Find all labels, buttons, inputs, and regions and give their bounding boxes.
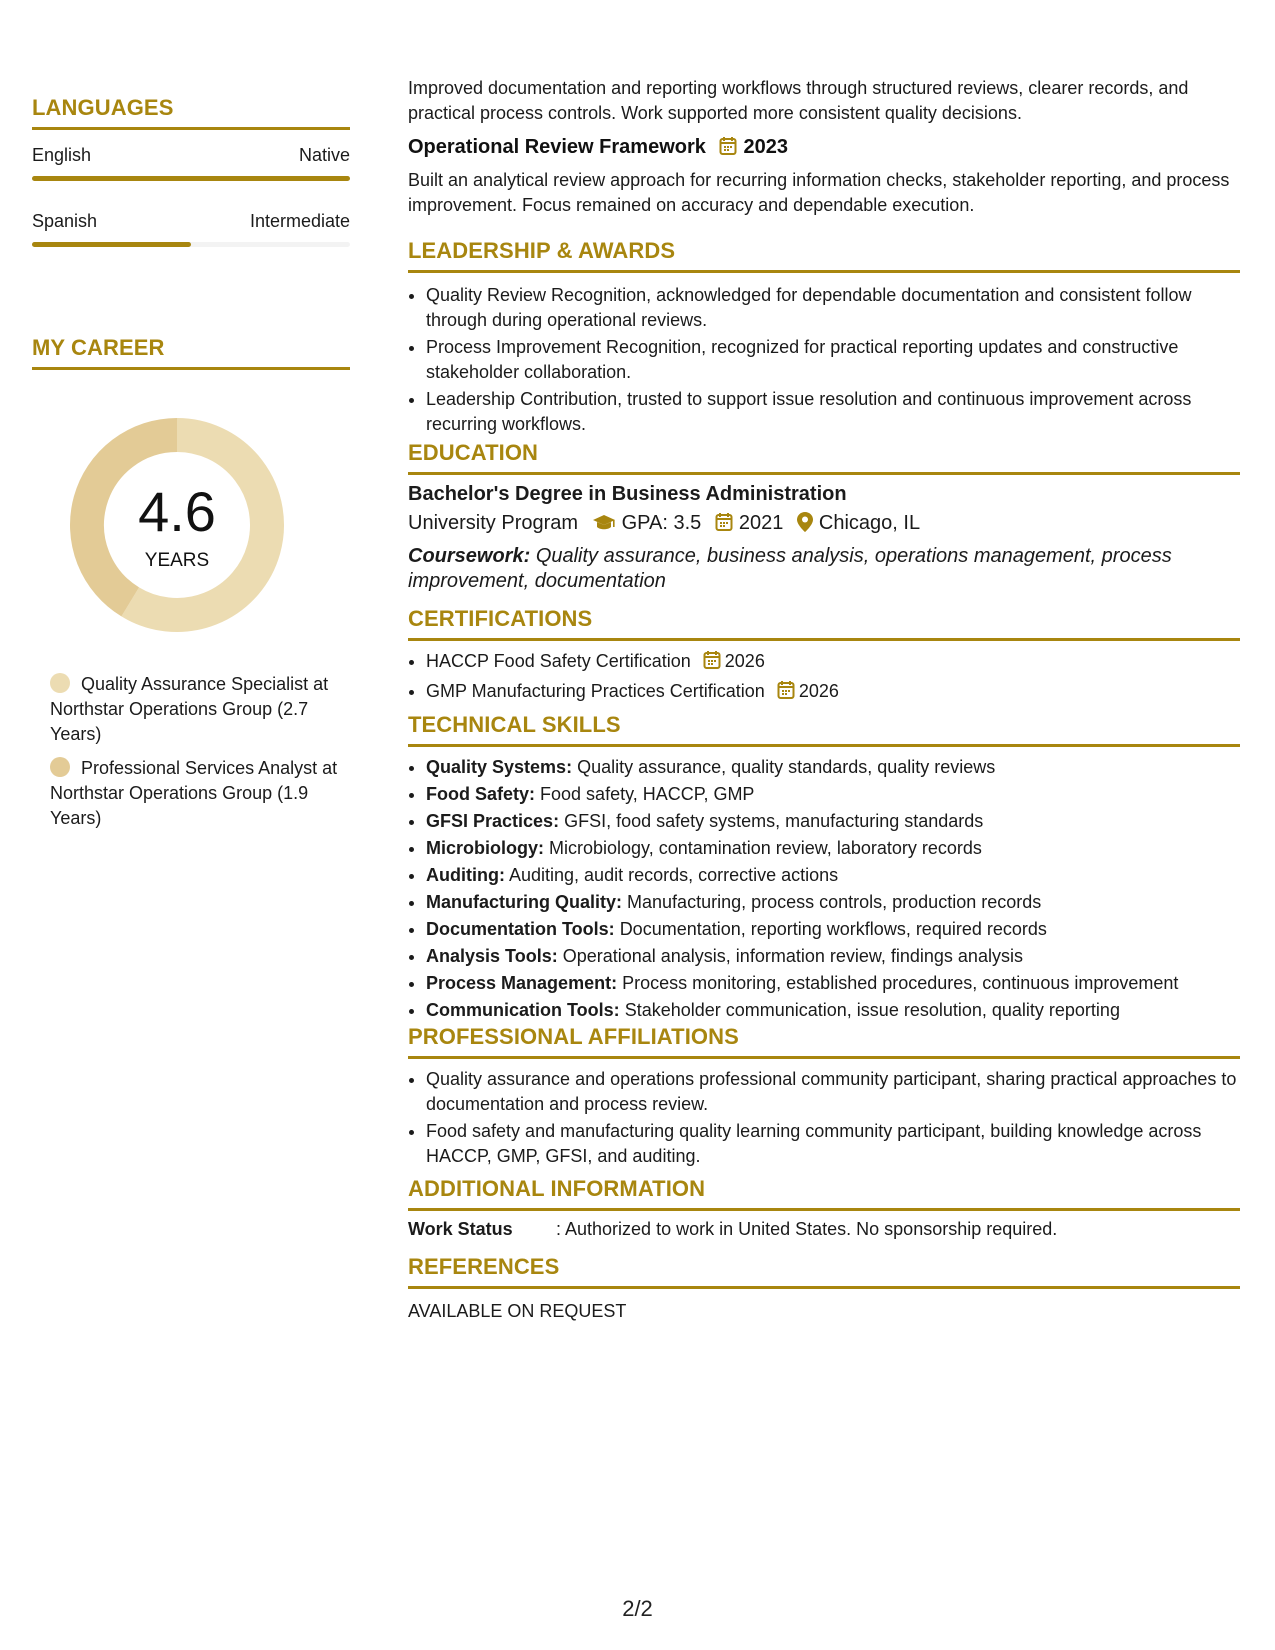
skill-values: Food safety, HACCP, GMP: [540, 784, 755, 804]
section-divider: [32, 127, 350, 130]
skill-category: Microbiology:: [426, 838, 544, 858]
project-name: Operational Review Framework: [408, 136, 706, 158]
skill-item: [426, 863, 1240, 888]
education-gpa: GPA: 3.5: [621, 512, 702, 534]
skill-item: [426, 944, 1240, 969]
legend-dot: [50, 673, 70, 693]
calendar-icon: [715, 512, 733, 538]
languages-section-header: [32, 95, 350, 130]
additional-info-title: ADDITIONAL INFORMATION: [408, 1176, 706, 1201]
skill-category: GFSI Practices:: [426, 811, 560, 831]
coursework-label: Coursework:: [408, 545, 531, 567]
references-title: REFERENCES: [408, 1254, 560, 1279]
skill-values: Stakeholder communication, issue resolution, quality reporting: [624, 1000, 1120, 1020]
skill-category: Communication Tools:: [426, 1000, 620, 1020]
section-divider: [408, 472, 1240, 475]
leadership-title: LEADERSHIP & AWARDS: [408, 238, 676, 263]
skills-title: TECHNICAL SKILLS: [408, 712, 621, 737]
skill-values: Process monitoring, established procedures, continuous improvement: [622, 973, 1179, 993]
skill-item: [426, 890, 1240, 915]
leadership-list: [408, 283, 1240, 437]
career-legend: [50, 672, 340, 840]
skill-values: Manufacturing, process controls, production records: [627, 892, 1042, 912]
language-level: Native: [298, 145, 350, 165]
list-item: [426, 649, 1240, 677]
work-status-row: [408, 1219, 1240, 1240]
language-proficiency-fill: [32, 242, 191, 247]
languages-title: LANGUAGES: [32, 95, 174, 120]
page-number: 2/2: [622, 1596, 653, 1621]
career-title: MY CAREER: [32, 335, 165, 360]
section-divider: [408, 1208, 1240, 1211]
skill-category: Process Management:: [426, 973, 618, 993]
section-divider: [32, 367, 350, 370]
project-description: Built an analytical review approach for recurring information checks, stakeholder reporting, and process improvement. Focus remained on accuracy and dependable execution.: [408, 170, 1230, 215]
skill-values: Documentation, reporting workflows, required records: [619, 919, 1047, 939]
list-item: [426, 679, 1240, 707]
work-status-label: Work Status: [408, 1219, 513, 1239]
certifications-section: [408, 606, 1240, 709]
list-item: • Quality assurance and operations professional community participant, sharing practical approaches to documentation and process review.: [426, 1067, 1240, 1117]
references-section: [408, 1254, 1240, 1324]
language-name: English: [32, 145, 92, 165]
career-section-header: [32, 335, 350, 370]
intro-paragraph: Improved documentation and reporting workflows through structured reviews, clearer records, and practical process controls. Work supported more consistent quality decisions.: [408, 78, 1189, 123]
graduation-cap-icon: [592, 514, 616, 538]
references-text: AVAILABLE ON REQUEST: [408, 1301, 627, 1321]
certification-name: GMP Manufacturing Practices Certification: [426, 681, 765, 701]
skill-item: [426, 836, 1240, 861]
skill-values: Operational analysis, information review, findings analysis: [562, 946, 1023, 966]
affiliations-title: PROFESSIONAL AFFILIATIONS: [408, 1024, 739, 1049]
project-block: [408, 136, 1240, 218]
skills-section: [408, 712, 1240, 1025]
career-donut-center: [66, 414, 288, 636]
skill-values: GFSI, food safety systems, manufacturing standards: [564, 811, 984, 831]
list-item: • Food safety and manufacturing quality learning community participant, building knowledge across HACCP, GMP, GFSI, and auditing.: [426, 1119, 1240, 1169]
skill-item: [426, 971, 1240, 996]
additional-info-section: [408, 1176, 1240, 1240]
certification-name: HACCP Food Safety Certification: [426, 651, 691, 671]
skill-category: Auditing:: [426, 865, 505, 885]
section-divider: [408, 744, 1240, 747]
skill-values: Microbiology, contamination review, laboratory records: [549, 838, 982, 858]
leadership-section: [408, 238, 1240, 439]
skill-item: [426, 917, 1240, 942]
list-item: • Process Improvement Recognition, recognized for practical reporting updates and constructive stakeholder collaboration.: [426, 335, 1240, 385]
affiliations-section: [408, 1024, 1240, 1171]
language-level: Intermediate: [249, 211, 350, 231]
work-status-value: : Authorized to work in United States. No sponsorship required.: [556, 1219, 1058, 1239]
legend-label: Professional Services Analyst at Northstar Operations Group (1.9 Years): [50, 758, 338, 828]
skill-item: [426, 782, 1240, 807]
list-item: • Leadership Contribution, trusted to support issue resolution and continuous improvement across recurring workflows.: [426, 387, 1240, 437]
career-legend-item: [50, 756, 340, 831]
calendar-icon: [703, 650, 721, 677]
certification-year: 2026: [798, 681, 839, 701]
skill-category: Documentation Tools:: [426, 919, 615, 939]
section-divider: [408, 638, 1240, 641]
calendar-icon: [719, 136, 737, 162]
language-proficiency-bar: [32, 176, 350, 181]
section-divider: [408, 1056, 1240, 1059]
section-divider: [408, 270, 1240, 273]
skills-list: [408, 755, 1240, 1023]
education-year: 2021: [738, 512, 784, 534]
education-degree: Bachelor's Degree in Business Administration: [408, 483, 847, 505]
list-item: • Quality Review Recognition, acknowledged for dependable documentation and consistent follow through during operational reviews.: [426, 283, 1240, 333]
certifications-list: [408, 649, 1240, 707]
education-location: Chicago, IL: [818, 512, 921, 534]
project-heading: [408, 136, 1240, 162]
education-school: University Program: [408, 512, 579, 534]
project-year: 2023: [743, 136, 788, 158]
language-name: Spanish: [32, 211, 98, 231]
skill-values: Auditing, audit records, corrective actions: [509, 865, 839, 885]
certifications-title: CERTIFICATIONS: [408, 606, 593, 631]
skill-values: Quality assurance, quality standards, quality reviews: [577, 757, 996, 777]
skill-category: Quality Systems:: [426, 757, 573, 777]
skill-item: [426, 998, 1240, 1023]
education-section: [408, 440, 1240, 594]
skill-category: Food Safety:: [426, 784, 536, 804]
skill-category: Manufacturing Quality:: [426, 892, 623, 912]
language-proficiency-bar: [32, 242, 350, 247]
career-legend-item: [50, 672, 340, 747]
legend-label: Quality Assurance Specialist at Northstar Operations Group (2.7 Years): [50, 674, 329, 744]
affiliations-list: [408, 1067, 1240, 1169]
education-coursework: [408, 544, 1240, 594]
skill-item: [426, 809, 1240, 834]
certification-year: 2026: [724, 651, 765, 671]
section-divider: [408, 1286, 1240, 1289]
skill-item: [426, 755, 1240, 780]
coursework-text: Quality assurance, business analysis, operations management, process improvement, documentation: [408, 545, 1172, 592]
career-total-unit: YEARS: [144, 550, 210, 571]
skill-category: Analysis Tools:: [426, 946, 558, 966]
calendar-icon: [777, 680, 795, 707]
intro-block: [408, 76, 1240, 126]
career-total-years: 4.6: [138, 480, 216, 543]
legend-dot: [50, 757, 70, 777]
education-meta: [408, 512, 1240, 538]
location-pin-icon: [797, 512, 813, 538]
education-title: EDUCATION: [408, 440, 539, 465]
language-proficiency-fill: [32, 176, 350, 181]
